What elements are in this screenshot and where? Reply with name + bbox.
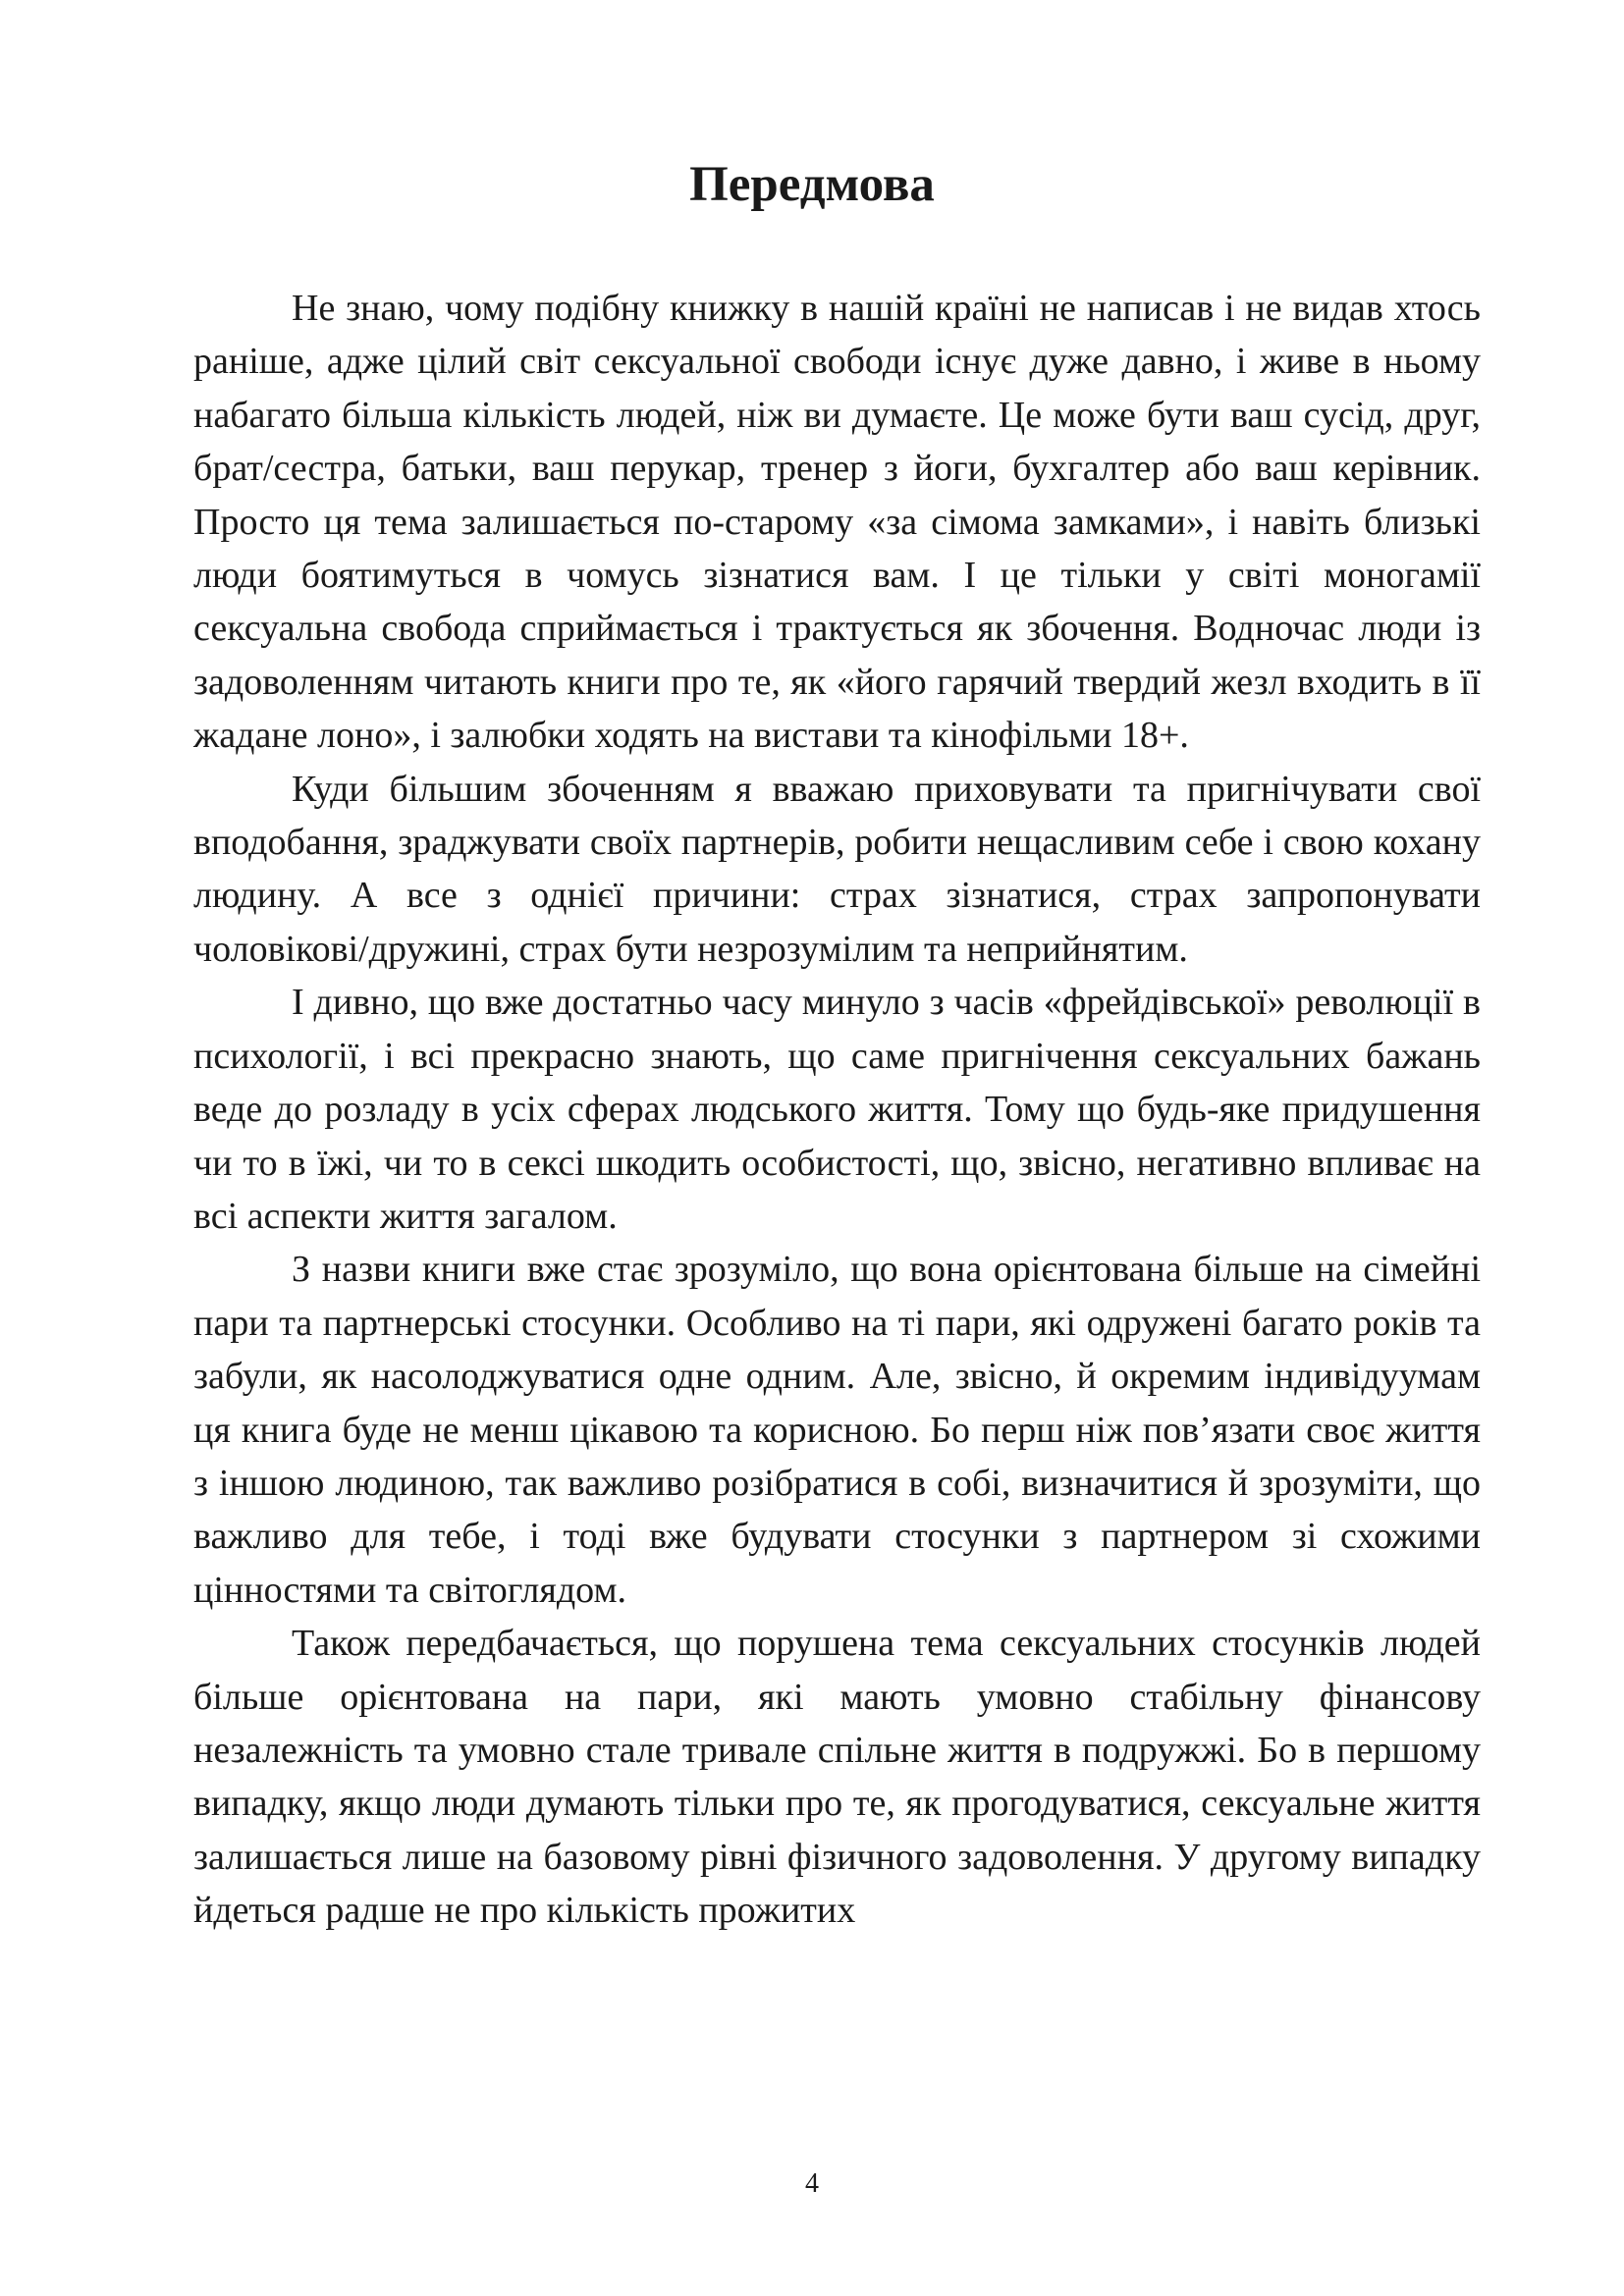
paragraph-4: З назви книги вже стає зрозуміло, що вона орієнтована більше на сімейні пари та партнерські стосунки. Особливо на ті пари, які одружені багато років та забули, як насолоджуватися одне одним. Але, звісно, й окремим індивідуумам ця книга буде не менш цікавою та корисною. Бо перш ніж пов’язати своє життя з іншою людиною, так важливо розібратися в собі, визначитися й зрозуміти, що важливо для тебе, і тоді вже будувати стосунки з партнером зі схожими цінностями та світоглядом.	[193, 1249, 1481, 1611]
page-number: 4	[805, 2168, 819, 2199]
paragraph-1: Не знаю, чому подібну книжку в нашій країні не написав і не видав хтось раніше, адже цілий світ сексуальної свободи існує дуже давно, і живе в ньому набагато більша кількість людей, ніж ви думаєте. Це може бути ваш сусід, друг, брат/сестра, батьки, ваш перукар, тренер з йоги, бухгалтер або ваш керівник. Просто ця тема залишається по-старому «за сімома замками», і навіть близькі люди боятимуться в чомусь зізнатися вам. І це тільки у світі моногамії сексуальна свобода сприймається і трактується як збочення. Водночас люди із задоволенням читають книги про те, як «його гарячий твердий жезл входить в її жадане лоно», і залюбки ходять на вистави та кінофільми 18+.	[193, 288, 1481, 757]
paragraph-3: І дивно, що вже достатньо часу минуло з часів «фрейдівської» революції в психології, і всі прекрасно знають, що саме пригнічення сексуальних бажань веде до розладу в усіх сферах людського життя. Тому що будь-яке придушення чи то в їжі, чи то в сексі шкодить особистості, що, звісно, негативно впливає на всі аспекти життя загалом.	[193, 982, 1481, 1237]
page-title: Передмова	[689, 157, 935, 212]
paragraph-2: Куди більшим збоченням я вважаю приховувати та пригнічувати свої вподобання, зраджувати своїх партнерів, робити нещасливим себе і свою кохану людину. А все з однієї причини: страх зізнатися, страх запропонувати чоловікові/дружині, страх бути незрозумілим та неприйнятим.	[193, 768, 1481, 970]
paragraph-5: Також передбачається, що порушена тема сексуальних стосунків людей більше орієнтована на пари, які мають умовно стабільну фінансову незалежність та умовно стале тривале спільне життя в подружжі. Бо в першому випадку, якщо люди думають тільки про те, як прогодуватися, сексуальне життя залишається лише на базовому рівні фізичного задоволення. У другому випадку йдеться радше не про кількість прожитих	[193, 1623, 1481, 1932]
body-text	[193, 282, 1481, 1938]
